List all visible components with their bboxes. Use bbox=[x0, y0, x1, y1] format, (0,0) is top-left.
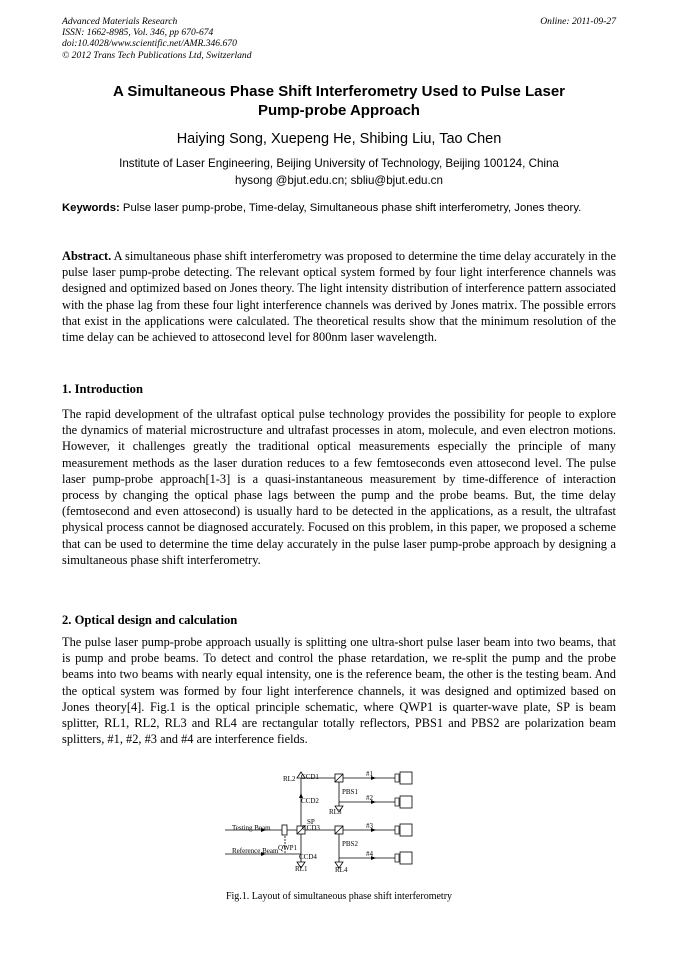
label-ccd1: CCD1 bbox=[301, 773, 319, 781]
abstract-label: Abstract. bbox=[62, 249, 112, 263]
label-field-2: #2 bbox=[366, 794, 373, 802]
label-ccd4: CCD4 bbox=[299, 853, 317, 861]
figure-1-diagram bbox=[225, 768, 425, 878]
journal-name: Advanced Materials Research bbox=[62, 16, 178, 27]
figure-1-caption: Fig.1. Layout of simultaneous phase shift interferometry bbox=[225, 891, 453, 902]
keywords-text: Pulse laser pump-probe, Time-delay, Simultaneous phase shift interferometry, Jones theory. bbox=[119, 202, 582, 214]
keywords-label: Keywords: bbox=[62, 202, 120, 214]
detector-1-slit bbox=[395, 774, 399, 782]
section-1-heading: 1. Introduction bbox=[62, 382, 143, 396]
section-2-body: The pulse laser pump-probe approach usually is splitting one ultra-short pulse laser beam into two beams, that is pump and probe beams. To detect and control the phase retardation, we re-split the pump and the probe beams into two beams with nearly equal intensity, one is the reference beam, the other is the testing beam. And the optical system was formed by four light interference channels, it was designed and optimized based on Jones theory[4]. Fig.1 is the optical principle schematic, where QWP1 is quarter-wave plate, SP is beam splitter, RL1, RL2, RL3 and RL4 are rectangular totally reflectors, PBS1 and PBS2 are polarization beam splitters, #1, #2, #3 and #4 are interference fields. bbox=[62, 635, 616, 747]
online-date: Online: 2011-09-27 bbox=[540, 16, 616, 27]
label-ccd2: CCD2 bbox=[301, 797, 319, 805]
detector-1 bbox=[400, 772, 412, 784]
paper-title bbox=[62, 82, 616, 120]
title-line-2: Pump-probe Approach bbox=[258, 102, 420, 119]
label-testing-beam: Testing Beam bbox=[232, 824, 271, 832]
detector-2 bbox=[400, 796, 412, 808]
label-field-3: #3 bbox=[366, 822, 373, 830]
authors: Haiying Song, Xuepeng He, Shibing Liu, Tao Chen bbox=[176, 131, 502, 147]
keywords bbox=[62, 200, 616, 216]
emails: hysong @bjut.edu.cn; sbliu@bjut.edu.cn bbox=[235, 173, 443, 187]
detector-2-slit bbox=[395, 798, 399, 806]
label-rl1: RL1 bbox=[295, 865, 308, 873]
label-qwp1: QWP1 bbox=[278, 844, 298, 852]
doi[interactable]: doi:10.4028/www.scientific.net/AMR.346.670 bbox=[62, 38, 237, 50]
label-ccd3: CCD3 bbox=[302, 824, 320, 832]
copyright: © 2012 Trans Tech Publications Ltd, Switzerland bbox=[62, 49, 252, 61]
label-reference-beam: Reference Beam bbox=[232, 847, 279, 855]
section-2-heading: 2. Optical design and calculation bbox=[62, 613, 238, 627]
issn: ISSN: 1662-8985, Vol. 346, pp 670-674 bbox=[62, 27, 214, 39]
optical-layout-diagram bbox=[225, 768, 425, 878]
label-pbs1: PBS1 bbox=[342, 788, 358, 796]
section-1-body: The rapid development of the ultrafast optical pulse technology provides the possibility for people to explore the dynamics of material microstructure and ultrafast processes in atom, molecule, and even electron motions. However, it challenges greatly the traditional optical measurements especially the principle of many measurement methods as the laser duration reduces to a few femtoseconds even attosecond level. The pulse laser pump-probe approach[1-3] is a quasi-instantaneous measurement by time-difference of interaction process by changing the optical phase lags between the pump and the probe beams. But, the time delay (femtosecond and even attosecond) is usually hard to be detected in the applications, as a result, the ultrafast physical process cannot be diagnosed accurately. Focused on this problem, in this paper, we proposed a scheme that can be used to determine the time delay accurately in the pulse laser pump-probe approach by designing a simultaneous phase shift interferometry. bbox=[62, 407, 616, 567]
label-rl2: RL2 bbox=[283, 775, 296, 783]
label-field-1: #1 bbox=[366, 770, 373, 778]
affiliation-block bbox=[62, 156, 616, 189]
detector-4 bbox=[400, 852, 412, 864]
label-rl3: RL3 bbox=[329, 808, 342, 816]
journal-header bbox=[62, 16, 616, 61]
abstract-text: A simultaneous phase shift interferometry was proposed to determine the time delay accurately in the pulse laser pump-probe detecting. The relevant optical system formed by four light interference channels was designed and optimized based on Jones theory. The light intensity distribution of interference pattern associated with the phase lag from these four light interference channels was derived by Jones matrix. The possible errors that exist in the applications were calculated. The theoretical results show that the minimum resolution of the time delay can be achieved to attosecond level for 800nm laser wavelength. bbox=[62, 249, 616, 345]
label-pbs2: PBS2 bbox=[342, 840, 358, 848]
label-rl4: RL4 bbox=[335, 866, 348, 874]
label-field-4: #4 bbox=[366, 850, 373, 858]
abstract bbox=[62, 248, 616, 345]
qwp1-plate bbox=[282, 825, 287, 835]
title-line-1: A Simultaneous Phase Shift Interferometry Used to Pulse Laser bbox=[112, 83, 566, 100]
detector-3-slit bbox=[395, 826, 399, 834]
detector-3 bbox=[400, 824, 412, 836]
label-sp: SP bbox=[307, 818, 315, 826]
detector-4-slit bbox=[395, 854, 399, 862]
affiliation: Institute of Laser Engineering, Beijing University of Technology, Beijing 100124, China bbox=[119, 157, 559, 170]
